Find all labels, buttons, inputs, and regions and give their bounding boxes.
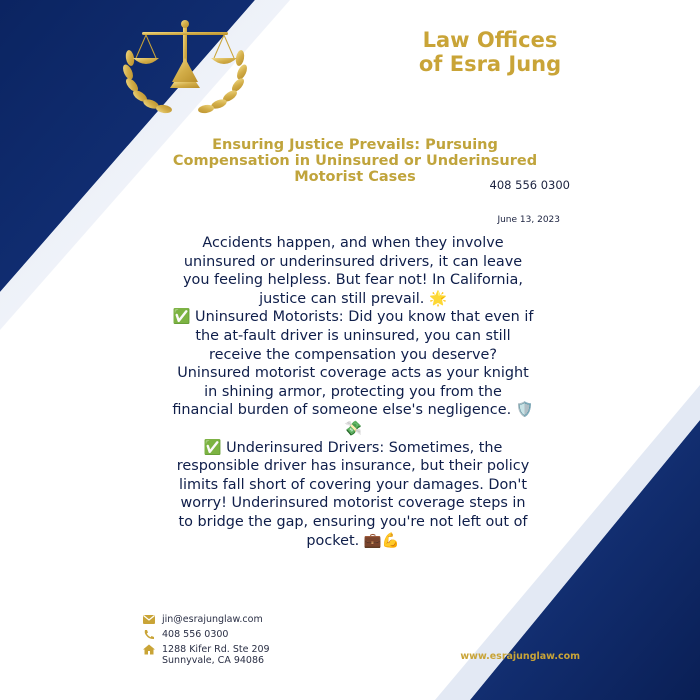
home-icon (142, 644, 156, 655)
contact-phone[interactable]: 408 556 0300 (162, 629, 229, 640)
contact-email-row[interactable] (142, 614, 270, 625)
firm-name-line-1: Law Offices (422, 28, 558, 52)
body-line: responsible driver has insurance, but their policy (176, 458, 530, 475)
body-line: Uninsured motorist coverage acts as your knight (177, 365, 529, 382)
body-line: pocket. 💼💪 (306, 532, 400, 549)
scales-of-justice-logo (118, 18, 252, 118)
headline-line-2: Compensation in Uninsured or Underinsured (172, 153, 538, 169)
body-line: in shining armor, protecting you from the (204, 383, 502, 400)
body-line: the at-fault driver is uninsured, you can still (195, 327, 511, 344)
contact-address-line-2: Sunnyvale, CA 94086 (162, 655, 265, 666)
body-line: ✅ Underinsured Drivers: Sometimes, the (203, 439, 503, 456)
website-link[interactable]: www.esrajunglaw.com (460, 651, 580, 662)
contact-email[interactable]: jin@esrajunglaw.com (162, 614, 263, 625)
body-line: you feeling helpless. But fear not! In California, (183, 272, 523, 289)
envelope-icon (142, 614, 156, 625)
body-line: uninsured or underinsured drivers, it can leave (183, 253, 523, 270)
body-line: ✅ Uninsured Motorists: Did you know that even if (172, 309, 534, 326)
firm-name (400, 28, 580, 76)
body-line: worry! Underinsured motorist coverage steps in (180, 495, 526, 512)
contact-phone-row[interactable] (142, 629, 270, 640)
headline-line-1: Ensuring Justice Prevails: Pursuing (212, 137, 498, 153)
body-line: 💸 (344, 420, 362, 437)
body-line: justice can still prevail. 🌟 (259, 290, 447, 307)
post-body (148, 234, 558, 550)
contact-address-line-1: 1288 Kifer Rd. Ste 209 (162, 644, 270, 655)
contact-address-row (142, 644, 270, 666)
firm-name-line-2: of Esra Jung (418, 52, 562, 76)
body-line: to bridge the gap, ensuring you're not left out of (178, 513, 528, 530)
post-date: June 13, 2023 (497, 215, 560, 225)
contact-block (142, 614, 270, 670)
body-line: Accidents happen, and when they involve (202, 235, 504, 251)
header-phone: 408 556 0300 (489, 178, 570, 192)
body-line: limits fall short of covering your damages. Don't (179, 476, 527, 493)
body-line: receive the compensation you deserve? (209, 346, 497, 363)
phone-icon (142, 629, 156, 640)
body-line: financial burden of someone else's negligence. 🛡️ (172, 402, 534, 419)
headline-line-3: Motorist Cases (294, 169, 416, 185)
